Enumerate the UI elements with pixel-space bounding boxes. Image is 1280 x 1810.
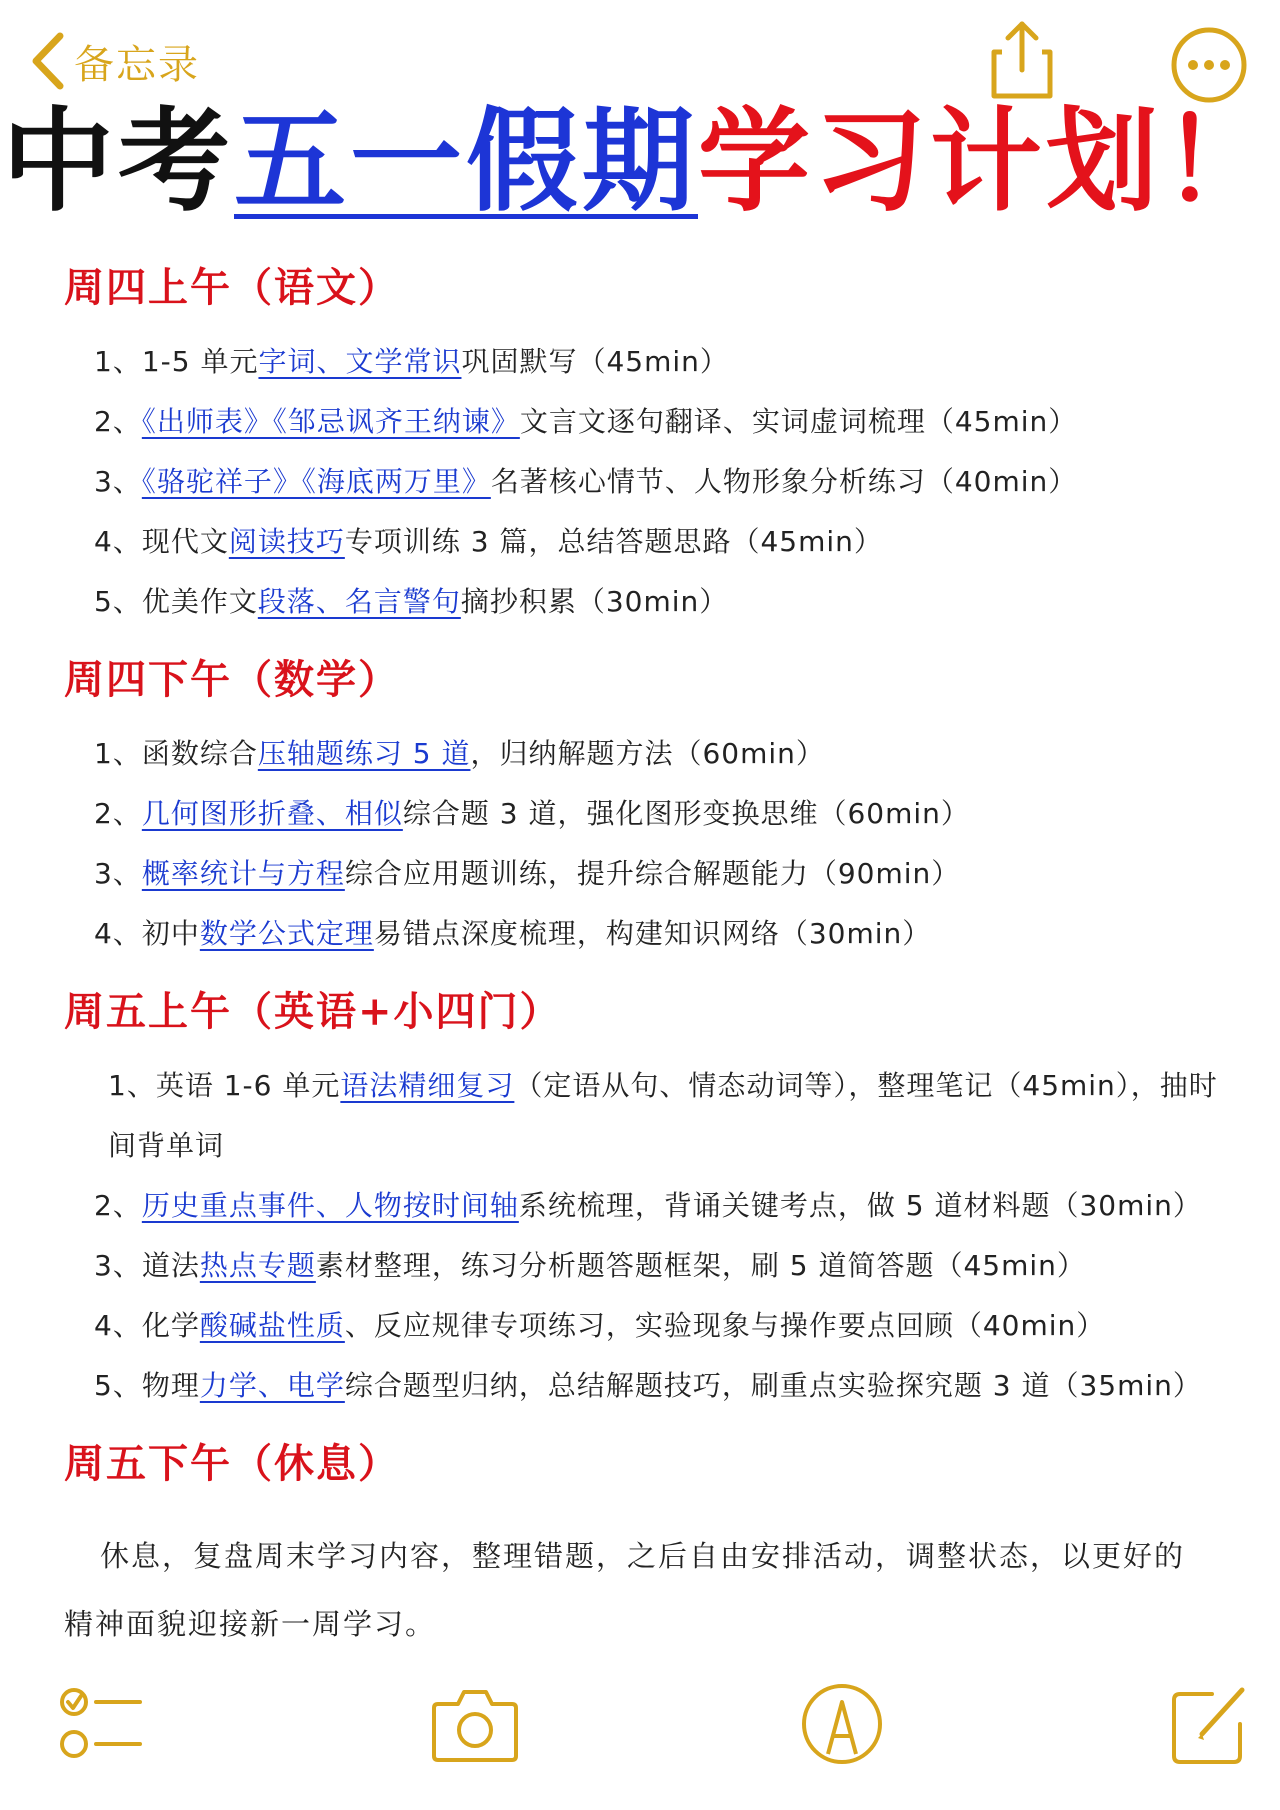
highlight-text: 几何图形折叠、相似 xyxy=(141,797,403,830)
back-label: 备忘录 xyxy=(74,41,200,88)
section-heading-friday-morning: 周五上午（英语+小四门） xyxy=(64,988,562,1035)
list-item: 2、几何图形折叠、相似综合题 3 道，强化图形变换思维（60min） xyxy=(94,797,970,830)
share-icon[interactable] xyxy=(988,18,1056,102)
section-list-math xyxy=(64,724,1244,964)
highlight-text: 力学、电学 xyxy=(199,1369,345,1402)
highlight-text: 《骆驼祥子》《海底两万里》 xyxy=(141,465,491,498)
markup-pen-icon[interactable] xyxy=(800,1680,884,1768)
section-heading-thursday-afternoon: 周四下午（数学） xyxy=(64,656,400,703)
highlight-text: 酸碱盐性质 xyxy=(199,1309,345,1342)
list-item: 5、物理力学、电学综合题型归纳，总结解题技巧，刷重点实验探究题 3 道（35min） xyxy=(94,1369,1202,1402)
highlight-text: 热点专题 xyxy=(199,1249,316,1282)
note-content[interactable] xyxy=(64,258,1244,1658)
list-item: 1、英语 1-6 单元语法精细复习（定语从句、情态动词等），整理笔记（45min），抽时间背单词 xyxy=(108,1069,1218,1162)
highlight-text: 段落、名言警句 xyxy=(257,585,461,618)
title-part-blue: 五一假期 xyxy=(234,96,698,227)
chevron-left-icon xyxy=(28,30,68,92)
checklist-icon[interactable] xyxy=(60,1682,144,1766)
list-item: 1、1-5 单元字词、文学常识巩固默写（45min） xyxy=(94,345,729,378)
highlight-text: 字词、文学常识 xyxy=(258,345,462,378)
page-title xyxy=(0,92,1280,232)
list-item: 4、现代文阅读技巧专项训练 3 篇，总结答题思路（45min） xyxy=(94,525,883,558)
section-heading-thursday-morning: 周四上午（语文） xyxy=(64,264,400,311)
list-item: 3、道法热点专题素材整理，练习分析题答题框架，刷 5 道简答题（45min） xyxy=(94,1249,1086,1282)
list-item: 1、函数综合压轴题练习 5 道，归纳解题方法（60min） xyxy=(94,737,825,770)
list-item: 3、《骆驼祥子》《海底两万里》名著核心情节、人物形象分析练习（40min） xyxy=(94,465,1078,498)
back-button[interactable] xyxy=(28,30,200,92)
highlight-text: 概率统计与方程 xyxy=(141,857,345,890)
list-item: 2、《出师表》《邹忌讽齐王纳谏》文言文逐句翻译、实词虚词梳理（45min） xyxy=(94,405,1078,438)
section-list-english-others xyxy=(64,1056,1244,1416)
title-part-red: 学习计划！ xyxy=(698,96,1278,227)
list-item: 5、优美作文段落、名言警句摘抄积累（30min） xyxy=(94,585,729,618)
highlight-text: 压轴题练习 5 道 xyxy=(257,737,471,770)
compose-icon[interactable] xyxy=(1168,1680,1252,1768)
list-item: 3、概率统计与方程综合应用题训练，提升综合解题能力（90min） xyxy=(94,857,961,890)
highlight-text: 《出师表》《邹忌讽齐王纳谏》 xyxy=(141,405,520,438)
section-list-chinese xyxy=(64,332,1244,632)
highlight-text: 语法精细复习 xyxy=(340,1069,515,1102)
highlight-text: 历史重点事件、人物按时间轴 xyxy=(141,1189,519,1222)
list-item: 4、化学酸碱盐性质、反应规律专项练习，实验现象与操作要点回顾（40min） xyxy=(94,1309,1106,1342)
bottom-toolbar xyxy=(0,1672,1280,1782)
camera-icon[interactable] xyxy=(430,1682,520,1766)
list-item: 4、初中数学公式定理易错点深度梳理，构建知识网络（30min） xyxy=(94,917,932,950)
title-part-black: 中考 xyxy=(2,96,234,227)
section-heading-friday-afternoon: 周五下午（休息） xyxy=(64,1440,400,1487)
highlight-text: 数学公式定理 xyxy=(199,917,374,950)
rest-paragraph: 休息，复盘周末学习内容，整理错题，之后自由安排活动，调整状态，以更好的精神面貌迎接新一周学习。 xyxy=(64,1539,1186,1641)
list-item: 2、历史重点事件、人物按时间轴系统梳理，背诵关键考点，做 5 道材料题（30min） xyxy=(94,1189,1202,1222)
highlight-text: 阅读技巧 xyxy=(228,525,345,558)
